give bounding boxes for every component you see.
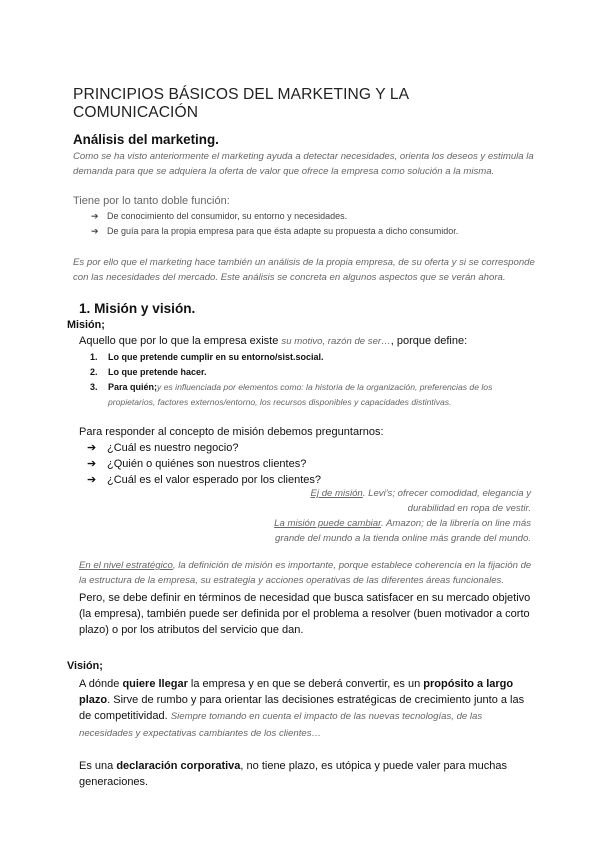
list-item: 2. Lo que pretende hacer.	[90, 367, 207, 377]
pero-paragraph: Pero, se debe definir en términos de necesidad que busca satisfacer en su mercado objetivo (la empresa), también puede ser definida por el problema a resolver (buen motivador a corto plazo) o por los atributos del servicio que dan.	[79, 592, 531, 636]
arrow-right-icon: ➔	[87, 458, 97, 470]
list-item: ➔ ¿Quién o quiénes son nuestros clientes?	[87, 458, 307, 470]
section-subtitle: Análisis del marketing.	[73, 132, 219, 147]
section-heading-mision-vision: 1. Misión y visión.	[79, 301, 196, 316]
questions-list	[87, 440, 535, 488]
list-item: ➔ ¿Cuál es el valor esperado por los clientes?	[87, 474, 322, 486]
mision-numbered-list	[90, 350, 535, 410]
list-item: 3. Para quién;y es influenciada por elementos como: la historia de la organización, preferencias de los propietarios, factores externos/entorno, los recursos disponibles y capacidades distintivas.	[90, 382, 493, 407]
example-amazon: La misión puede cambiar. Amazon; de la librería on line más grande del mundo a la tienda online más grande del mundo.	[274, 518, 531, 544]
example-levis: Ej de misión. Levi's; ofrecer comodidad, elegancia y durabilidad en ropa de vestir.	[310, 488, 531, 514]
vision-label: Visión;	[67, 660, 103, 672]
arrow-right-icon: ➔	[87, 474, 97, 486]
list-item: ➔ De conocimiento del consumidor, su entorno y necesidades.	[91, 209, 535, 224]
mision-label: Misión;	[67, 319, 105, 331]
doble-funcion-lead: Tiene por lo tanto doble función:	[73, 195, 230, 207]
arrow-right-icon: ➔	[91, 211, 99, 221]
document-title: PRINCIPIOS BÁSICOS DEL MARKETING Y LA COMUNICACIÓN	[73, 86, 409, 121]
nivel-estrategico-paragraph: En el nivel estratégico, la definición de misión es importante, porque establece coherencia en la fijación de la estructura de la empresa, su estrategia y acciones operativas de las diferentes áreas funcionales.	[79, 560, 532, 586]
declaracion-paragraph: Es una declaración corporativa, no tiene plazo, es utópica y puede valer para muchas generaciones.	[79, 760, 508, 788]
intro-paragraph: Como se ha visto anteriormente el marketing ayuda a detectar necesidades, orienta los deseos y estimula la demanda para que se adquiera la oferta de valor que ofrece la empresa como solución a la misma.	[73, 151, 534, 177]
es-por-ello-paragraph: Es por ello que el marketing hace también un análisis de la propia empresa, de su oferta y si se corresponde con las necesidades del mercado. Este análisis se concreta en algunos aspectos que se verán ahora.	[73, 257, 535, 283]
list-item: ➔ ¿Cuál es nuestro negocio?	[87, 442, 239, 454]
document-page	[67, 86, 535, 790]
list-item: 1. Lo que pretende cumplir en su entorno/sist.social.	[90, 352, 324, 362]
mision-definition: Aquello que por lo que la empresa existe su motivo, razón de ser…, porque define:	[79, 335, 468, 347]
vision-definition: A dónde quiere llegar la empresa y en que se deberá convertir, es un propósito a largo plazo. Sirve de rumbo y para orientar las decisiones estratégicas de crecimiento junto a las de competitividad. Siempre tomando en cuenta el impacto de las nuevas tecnologías, de las necesidades y expectativas cambiantes de los clientes…	[79, 678, 525, 739]
doble-funcion-list	[91, 209, 535, 239]
arrow-right-icon: ➔	[91, 226, 99, 236]
list-item: ➔ De guía para la propia empresa para que ésta adapte su propuesta a dicho consumidor.	[91, 224, 535, 239]
responder-paragraph: Para responder al concepto de misión debemos preguntarnos:	[79, 426, 384, 438]
arrow-right-icon: ➔	[87, 442, 97, 454]
